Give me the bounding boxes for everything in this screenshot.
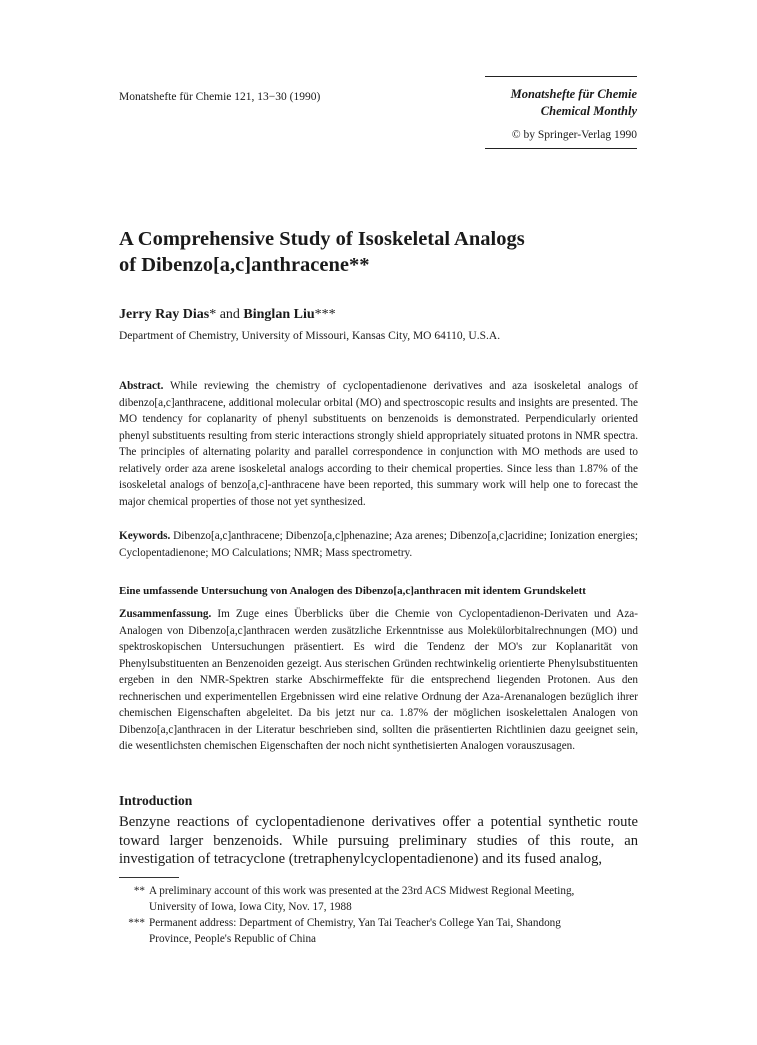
keywords <box>119 528 638 561</box>
abstract <box>119 378 638 510</box>
header-rule-top <box>485 76 637 77</box>
keywords-label: Keywords. <box>119 530 171 542</box>
introduction-text: Benzyne reactions of cyclopentadienone derivatives offer a potential synthetic route toward larger benzenoids. While pursuing preliminary studies of this route, an investigation of tetracyclone (tretraphenylcyclopentadienone) and its fused analog, <box>119 814 638 868</box>
footnote-1 <box>119 883 638 915</box>
header-rule-bottom <box>485 148 637 149</box>
copyright-notice: © by Springer-Verlag 1990 <box>511 129 637 141</box>
german-summary-label: Zusammenfassung. <box>119 608 212 620</box>
author-line <box>119 307 336 323</box>
introduction-heading: Introduction <box>119 793 193 808</box>
abstract-label: Abstract. <box>119 380 164 392</box>
affiliation: Department of Chemistry, University of Missouri, Kansas City, MO 64110, U.S.A. <box>119 330 501 342</box>
footnote-rule <box>119 877 179 878</box>
author-2: Binglan Liu <box>243 307 315 322</box>
title-line-1: A Comprehensive Study of Isoskeletal Analogs <box>119 228 525 250</box>
abstract-text: While reviewing the chemistry of cyclopentadienone derivatives and aza isoskeletal analogs of dibenzo[a,c]anthracene, additional molecular orbital (MO) and spectroscopic results and insights are presented. The MO tendency for coplanarity of phenyl substituents on benzenoids is demonstrated. Perpendicularly oriented phenyl substituents resulting from steric interactions strongly shield appropriately situated protons in NMR spectra. The principles of alternating polarity and parallel correspondence in conjunction with MO methods are used to relatively order aza arene isoskeletal analogs according to their chemical properties. Since less than 1.87% of the isoskeletal analogs of benzo[a,c]-anthracene have been reported, this summary work will help one to forecast the major chemical properties of those not yet synthesized. <box>119 380 638 508</box>
footnote-1-line2: University of Iowa, Iowa City, Nov. 17, 1988 <box>149 901 352 913</box>
footnote-1-mark: ** <box>133 885 145 897</box>
footnote-2-line2: Province, People's Republic of China <box>149 933 317 945</box>
german-summary-text: Im Zuge eines Überblicks über die Chemie von Cyclopentadienon-Derivaten und Aza-Analogen von Dibenzo[a,c]anthracen werden zusätzliche Erkenntnisse aus Molekülorbitalrechnungen (MO) und spektroskopischen Untersuchungen präsentiert. Es wird die Tendenz der MO's zur Koplanarität von Phenylsubstituenten an Benzenoiden gezeigt. Aus sterischen Gründen rechtwinkelig orientierte Phenylsubstituenten ergeben in den NMR-Spektren starke Abschirmeffekte für die entsprechend liegenden Protonen. Aus den rechnerischen und experimentellen Ergebnissen wird eine relative Ordnung der Aza-Arenanalogen bezüglich ihrer chemischen Eigenschaften abgeleitet. Da bis jetzt nur ca. 1.87% der möglichen isoskelettalen Analogen von Dibenzo[a,c]anthracen in der Literatur beschrieben sind, sollten die präsentierten Richtlinien dazu geeignet sein, die wesentlichsten chemischen Eigenschaften der noch nicht synthetisierten Analogen vorauszusagen. <box>119 608 639 752</box>
author-1: Jerry Ray Dias <box>119 307 210 322</box>
article-title <box>119 226 639 278</box>
title-line-2: of Dibenzo[a,c]anthracene** <box>119 254 370 276</box>
author-conjunction: and <box>219 307 240 322</box>
author-2-mark: *** <box>314 307 336 322</box>
journal-name-german: Monatshefte für Chemie <box>510 87 637 101</box>
footnote-2 <box>119 915 638 947</box>
author-1-mark: * <box>209 307 217 322</box>
journal-name-english: Chemical Monthly <box>540 104 637 118</box>
footnote-1-line1: A preliminary account of this work was presented at the 23rd ACS Midwest Regional Meeting, <box>149 885 575 897</box>
keywords-text: Dibenzo[a,c]anthracene; Dibenzo[a,c]phenazine; Aza arenes; Dibenzo[a,c]acridine; Ionization energies; Cyclopentadienone; MO Calculations; NMR; Mass spectrometry. <box>119 530 639 559</box>
german-summary <box>119 606 638 755</box>
footnote-2-mark: *** <box>128 917 145 929</box>
journal-citation: Monatshefte für Chemie 121, 13−30 (1990) <box>119 91 321 103</box>
footnote-2-line1: Permanent address: Department of Chemistry, Yan Tai Teacher's College Yan Tai, Shandong <box>149 917 561 929</box>
german-title: Eine umfassende Untersuchung von Analogen des Dibenzo[a,c]anthracen mit identem Grundskelett <box>119 585 586 597</box>
